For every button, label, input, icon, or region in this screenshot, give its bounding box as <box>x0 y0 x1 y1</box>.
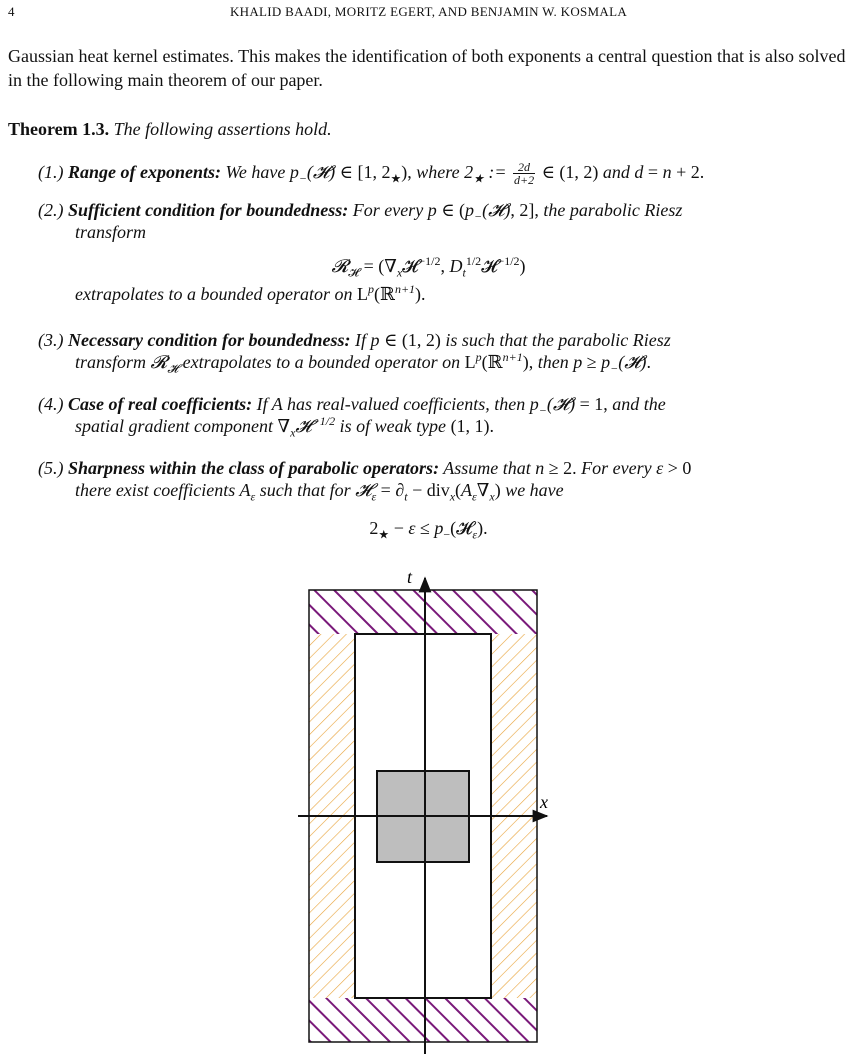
item-4-continuation: spatial gradient component $\nabla_x𝓗^{-1/2}$ is of weak type (1, 1). <box>75 414 495 440</box>
purple-hatch-bottom <box>309 998 537 1042</box>
item-title: Necessary condition for boundedness: <box>68 330 351 350</box>
page-number: 4 <box>8 4 15 19</box>
theorem-item-3: (3.) Necessary condition for boundedness: If p ∈ (1, 2) is such that the parabolic Riesz <box>38 330 671 350</box>
t-axis-label: t <box>407 567 413 587</box>
x-axis-label: x <box>540 792 548 812</box>
theorem-item-4: (4.) Case of real coefficients: If A has real-valued coefficients, then $p_-(𝓗) = 1$, and the <box>38 394 666 418</box>
item-5-continuation: there exist coefficients $A_\varepsilon$ such that for 𝓗$_\varepsilon$ = $\partial_t - div_x(A_\varepsilon\nabla_x)$ we have <box>75 480 564 504</box>
theorem-statement: The following assertions hold. <box>113 119 332 139</box>
item-number: (4.) <box>38 394 64 414</box>
item-number: (5.) <box>38 458 64 478</box>
item-title: Sufficient condition for boundedness: <box>68 200 349 220</box>
theorem-item-2: (2.) Sufficient condition for boundedness: For every p ∈ ($p_-(𝓗)$, 2], the parabolic Riesz <box>38 200 683 224</box>
theorem-item-1: (1.) Range of exponents: We have $p_-(𝓗)$ ∈ [1, $2_★$), where $2_★$ := $\frac{2d}{d+2}$ ∈ (1, 2) and d = n + 2. <box>38 160 705 188</box>
item-2-conclusion-text: extrapolates to a bounded operator on <box>75 284 353 304</box>
item-title: Case of real coefficients: <box>68 394 253 414</box>
riesz-formula: 𝓡$_𝓗$ = ($\nabla_x𝓗^{-1/2}$, $D_t^{1/2}𝓗^{-1/2}$) <box>331 254 526 280</box>
item-2-conclusion: extrapolates to a bounded operator on $L^p(ℝ^{n+1})$. <box>75 282 426 304</box>
item-title: Range of exponents: <box>68 162 221 182</box>
intro-paragraph: Gaussian heat kernel estimates. This makes the identification of both exponents a central question that is also solved in the following main theorem of our paper. <box>8 46 846 90</box>
purple-hatch-top <box>309 590 537 634</box>
item-2-continuation: transform <box>75 222 147 242</box>
item-number: (2.) <box>38 200 64 220</box>
item-3-continuation: transform 𝓡$_𝓗$ extrapolates to a bounded operator on $L^p(ℝ^{n+1})$, then $p \ge p_-(𝓗)$. <box>75 350 651 376</box>
theorem-label: Theorem 1.3. <box>8 119 110 139</box>
item-number: (3.) <box>38 330 64 350</box>
theorem-item-5: (5.) Sharpness within the class of parabolic operators: Assume that n ≥ 2. For every ε > 0 <box>38 458 692 478</box>
running-head: KHALID BAADI, MORITZ EGERT, AND BENJAMIN W. KOSMALA <box>229 4 628 19</box>
sharpness-formula: $2_★ - \varepsilon$ ≤ $p_-(𝓗_\varepsilon)$. <box>369 518 488 542</box>
item-title: Sharpness within the class of parabolic operators: <box>68 458 440 478</box>
item-number: (1.) <box>38 162 64 182</box>
